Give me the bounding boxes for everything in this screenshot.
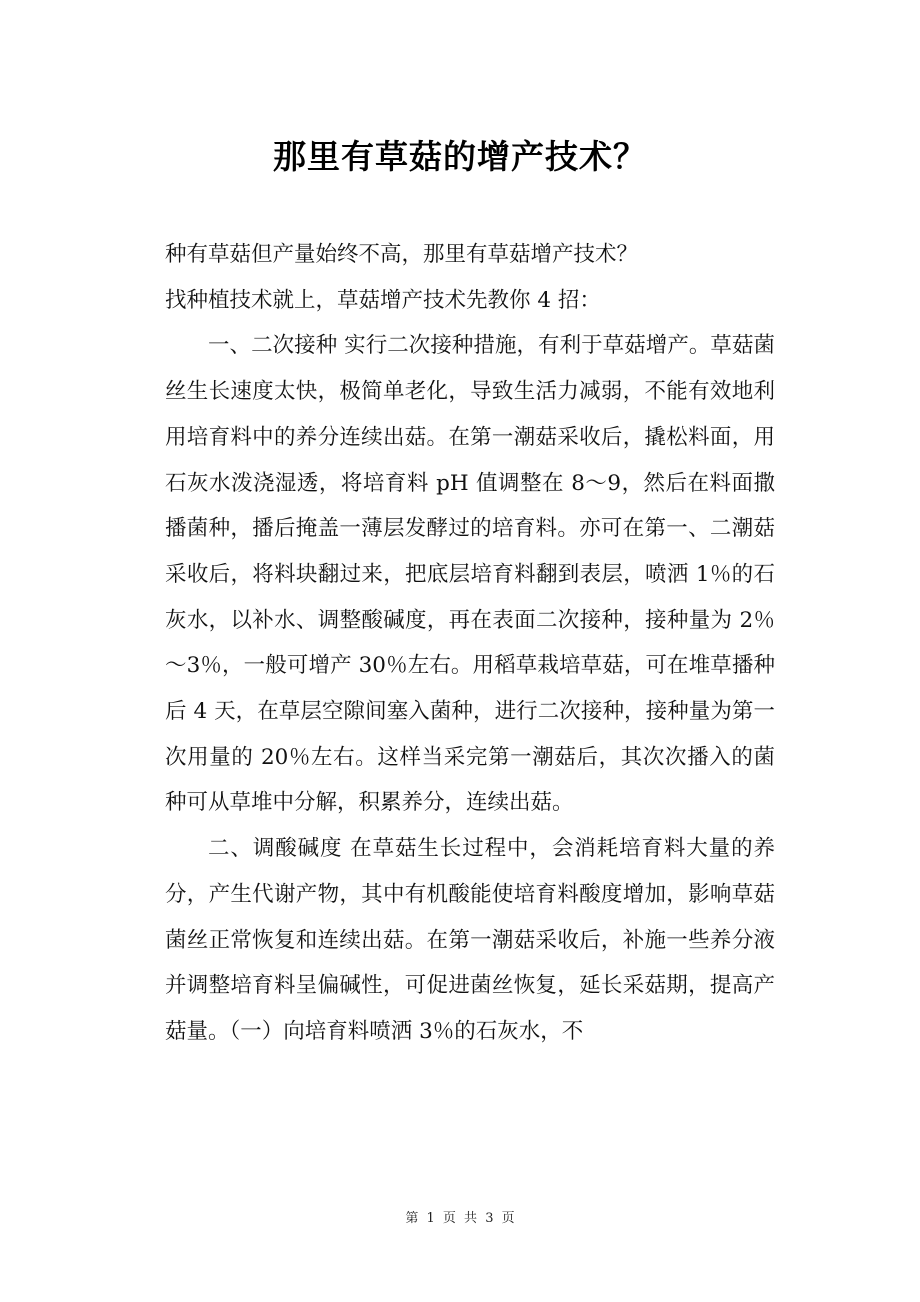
paragraph: 一、二次接种 实行二次接种措施，有利于草菇增产。草菇菌丝生长速度太快，极简单老化，导致生活力减弱，不能有效地利用培育料中的养分连续出菇。在第一潮菇采收后，撬松料面，用石灰水泼浇湿透，将培育料 pH 值调整在 8～9，然后在料面撒播菌种，播后掩盖一薄层发酵过的培育料。亦可在第一、二潮菇采收后，将料块翻过来，把底层培育料翻到表层，喷洒 1％的石灰水，以补水、调整酸碱度，再在表面二次接种，接种量为 2％～3％，一般可增产 30％左右。用稻草栽培草菇，可在堆草播种后 4 天，在草层空隙间塞入菌种，进行二次接种，接种量为第一次用量的 20％左右。这样当采完第一潮菇后，其次次播入的菌种可从草堆中分解，积累养分，连续出菇。 (165, 333, 775, 816)
page-footer: 第 1 页 共 3 页 (405, 1211, 515, 1226)
paragraph: 种有草菇但产量始终不高，那里有草菇增产技术？ (165, 242, 639, 267)
document-title: 那里有草菇的增产技术？ (273, 137, 647, 176)
document-body (165, 232, 775, 1055)
paragraph: 二、调酸碱度 在草菇生长过程中，会消耗培育料大量的养分，产生代谢产物，其中有机酸能使培育料酸度增加，影响草菇菌丝正常恢复和连续出菇。在第一潮菇采收后，补施一些养分液并调整培育料呈偏碱性，可促进菌丝恢复，延长采菇期，提高产菇量。（一）向培育料喷洒 3％的石灰水，不 (165, 836, 775, 1044)
paragraph: 找种植技术就上，草菇增产技术先教你 4 招： (165, 287, 601, 313)
